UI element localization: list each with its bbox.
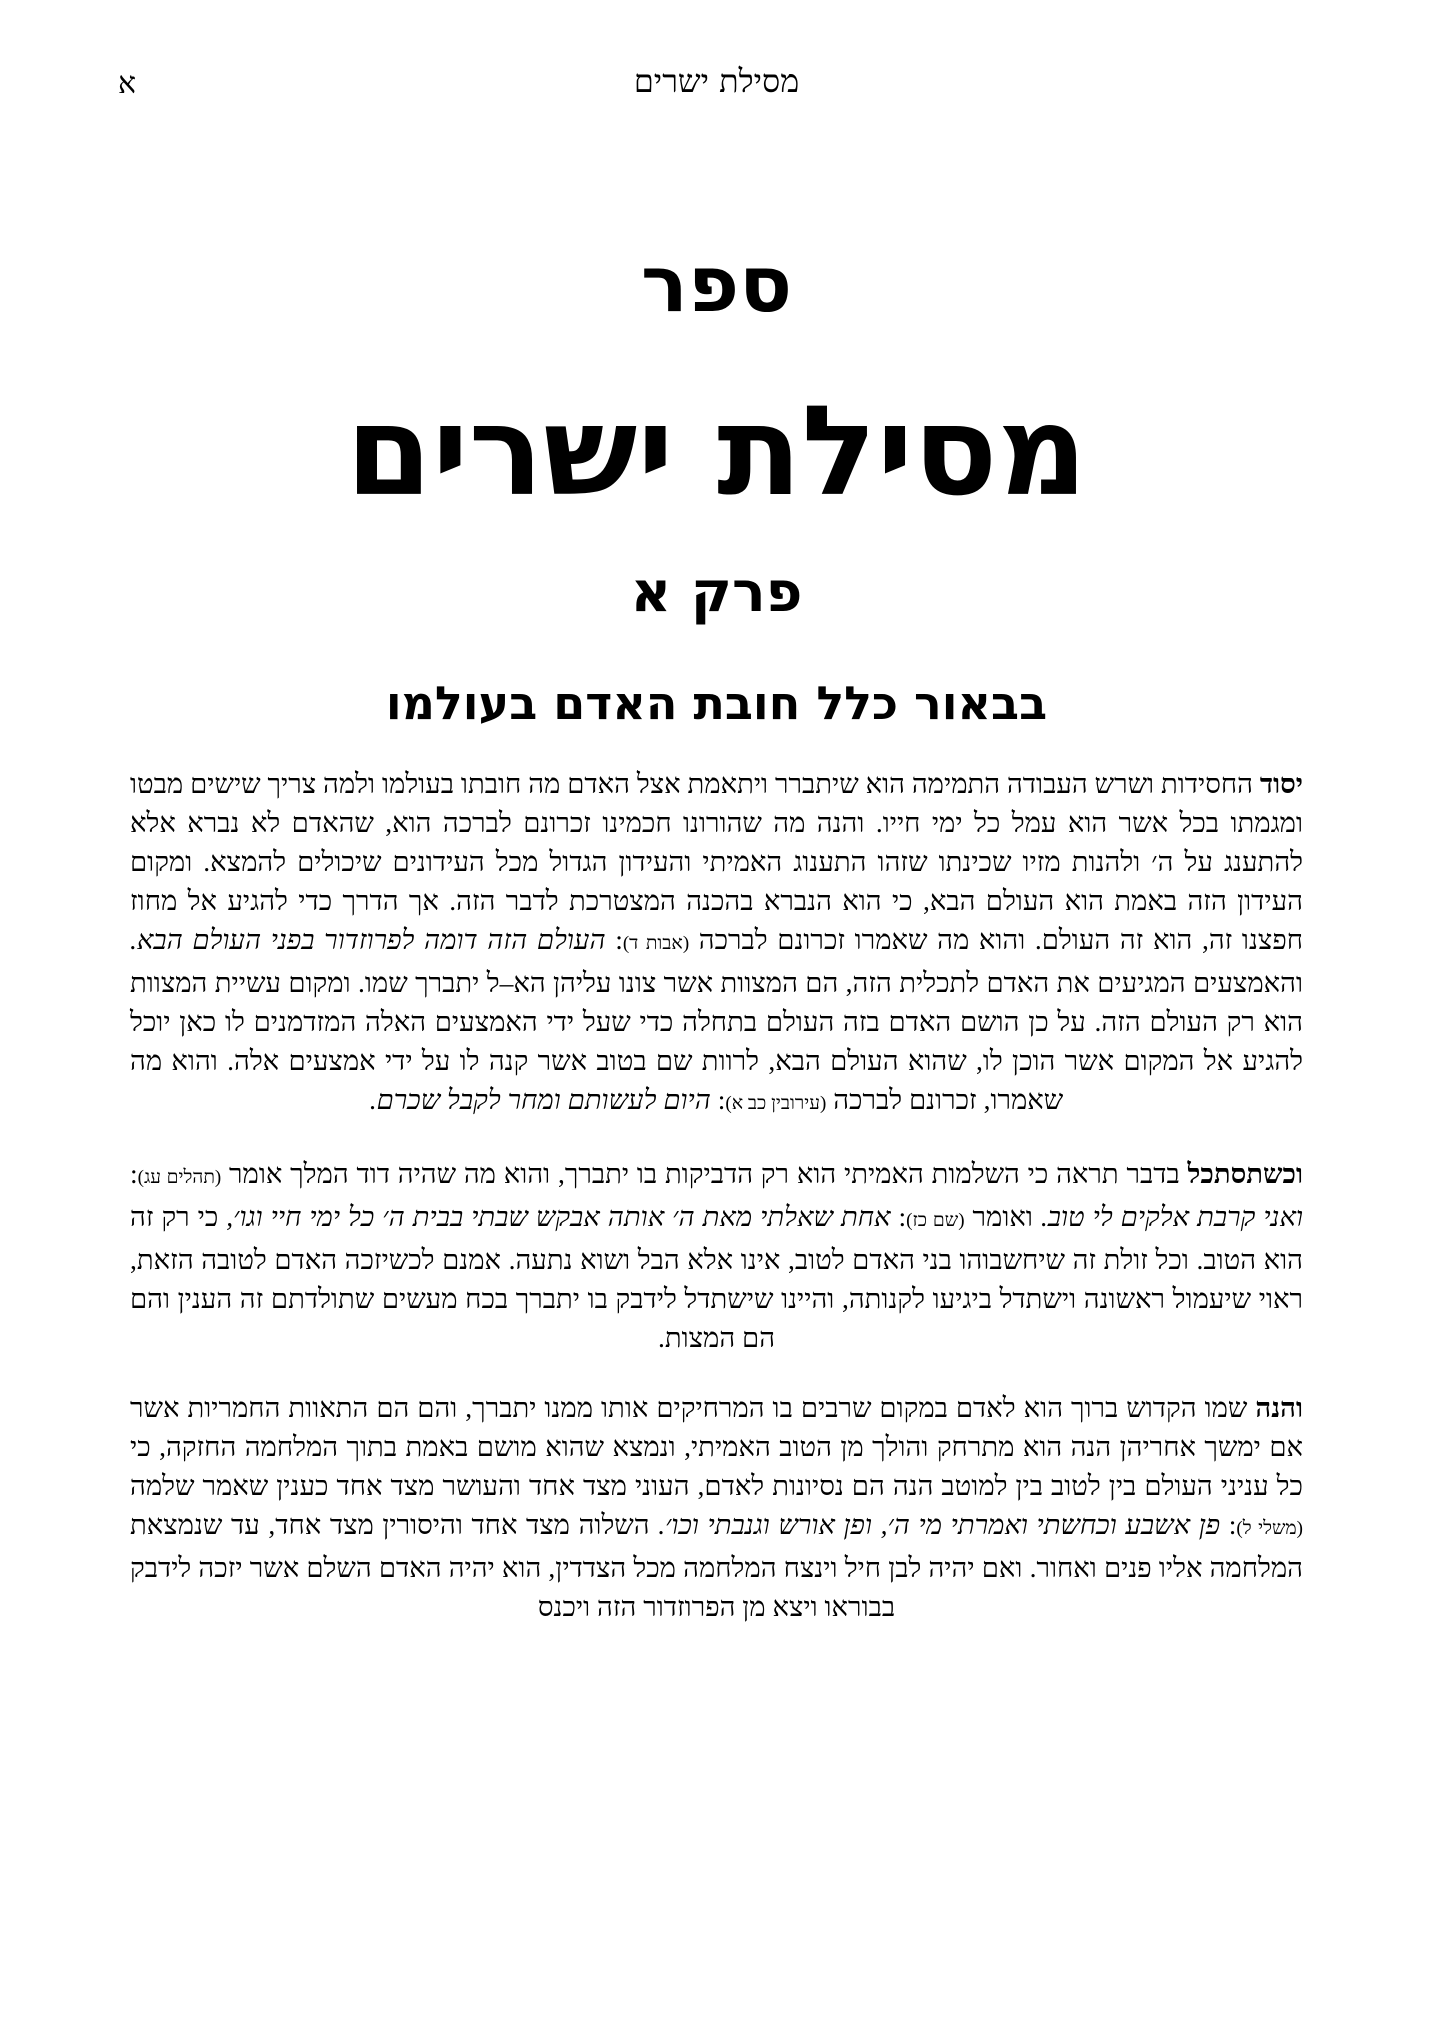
text-segment: שמו הקדוש ברוך הוא לאדם במקום שרבים בו המרחיקים אותו ממנו יתברך, והם הם התאוות החמריות אשר אם ימשך אחריהן הנה הוא מתרחק והולך מן הטוב האמיתי, ונמצא שהוא מושם באמת בתוך המלחמה החזקה, כי כל עניני העולם בין לטוב בין למוטב הנה הם נסיונות לאדם, העוני מצד אחד והעושר מצד אחד כענין שאמר שלמה — [130, 1392, 1303, 1501]
text-segment: : — [710, 1084, 726, 1115]
quotation: ואני קרבת אלקים לי טוב. — [1040, 1201, 1304, 1232]
text-segment: השלוה מצד אחד והיסורין מצד אחד, עד שנמצאת המלחמה אליו פנים ואחור. ואם יהיה לבן חיל וינצח המלחמה מכל הצדדין, הוא יהיה האדם השלם אשר יזכה לידבק בבוראו ויצא מן הפרוזדור הזה ויכנס — [130, 1509, 1303, 1622]
chapter-subtitle: בבאור כלל חובת האדם בעולמו — [385, 676, 1048, 730]
paragraph-opening-word: יסוד — [1259, 768, 1303, 799]
book-title: מסילת ישרים — [345, 380, 1088, 524]
text-segment: כי רק זה הוא הטוב. וכל זולת זה שיחשבוהו בני האדם לטוב, אינו אלא הבל ושוא נתעה. אמנם לכשיזכה האדם לטובה הזאת, ראוי שיעמול ראשונה וישתדל ביגיעו לקנותה, והיינו שישתדל לידבק בו יתברך בכח מעשים שתולדתם זה הענין והם הם המצות. — [130, 1201, 1303, 1353]
book-label: ספר — [640, 240, 793, 330]
quotation: היום לעשותם ומחר לקבל שכרם. — [369, 1084, 711, 1115]
paragraph-opening-word: וכשתסתכל — [1187, 1158, 1303, 1189]
paragraph — [130, 1388, 1303, 1626]
source-reference: (עירובין כב א) — [725, 1093, 827, 1114]
paragraph — [130, 764, 1303, 1123]
source-reference: (משלי ל) — [1236, 1518, 1304, 1539]
text-segment: החסידות ושרש העבודה התמימה הוא שיתברר ויתאמת אצל האדם מה חובתו בעולמו ולמה צריך שישים מבטו ומגמתו בכל אשר הוא עמל כל ימי חייו. והנה מה שהורונו חכמינו זכרונם לברכה הוא, שהאדם לא נברא אלא להתענג על ה׳ ולהנות מזיו שכינתו שזהו התענוג האמיתי והעידון הגדול מכל העידונים שיכולים להמצא. ומקום העידון הזה באמת הוא העולם הבא, כי הוא הנברא בהכנה המצטרכת לדבר הזה. אך הדרך כדי להגיע אל מחוז חפצנו זה, הוא זה העולם. והוא מה שאמרו זכרונם לברכה — [130, 768, 1303, 955]
quotation: העולם הזה דומה לפרוזדור בפני העולם הבא. — [130, 924, 606, 955]
text-segment: : — [130, 1158, 138, 1189]
chapter-title: פרק א — [630, 560, 803, 625]
source-reference: (אבות ד) — [622, 933, 690, 954]
source-reference: (תהלים עג) — [137, 1167, 222, 1188]
quotation: אחת שאלתי מאת ה׳ אותה אבקש שבתי בבית ה׳ כל ימי חיי וגו׳, — [226, 1201, 891, 1232]
paragraph — [130, 1154, 1303, 1357]
source-reference: (שם כז) — [906, 1210, 965, 1231]
text-segment: והאמצעים המגיעים את האדם לתכלית הזה, הם המצוות אשר צונו עליהן הא–ל יתברך שמו. ומקום עשיית המצוות הוא רק העולם הזה. על כן הושם האדם בזה העולם בתחלה כדי שעל ידי האמצעים האלה המזדמנים לו כאן יוכל להגיע אל המקום אשר הוכן לו, שהוא העולם הבא, לרוות שם בטוב אשר קנה לו על ידי אמצעים אלה. והוא מה שאמרו, זכרונם לברכה — [130, 967, 1303, 1115]
text-segment: ואומר — [964, 1201, 1041, 1232]
quotation: פן אשבע וכחשתי ואמרתי מי ה׳, ופן אורש וגנבתי וכו׳. — [658, 1509, 1221, 1540]
page-number: א — [118, 66, 137, 101]
running-header-title: מסילת ישרים — [633, 62, 800, 100]
text-segment: : — [605, 924, 623, 955]
text-segment: : — [890, 1201, 907, 1232]
text-segment: : — [1220, 1509, 1237, 1540]
paragraph-opening-word: והנה — [1255, 1392, 1303, 1423]
body-text — [130, 764, 1303, 1657]
text-segment: בדבר תראה כי השלמות האמיתי הוא רק הדביקות בו יתברך, והוא מה שהיה דוד המלך אומר — [221, 1158, 1188, 1189]
